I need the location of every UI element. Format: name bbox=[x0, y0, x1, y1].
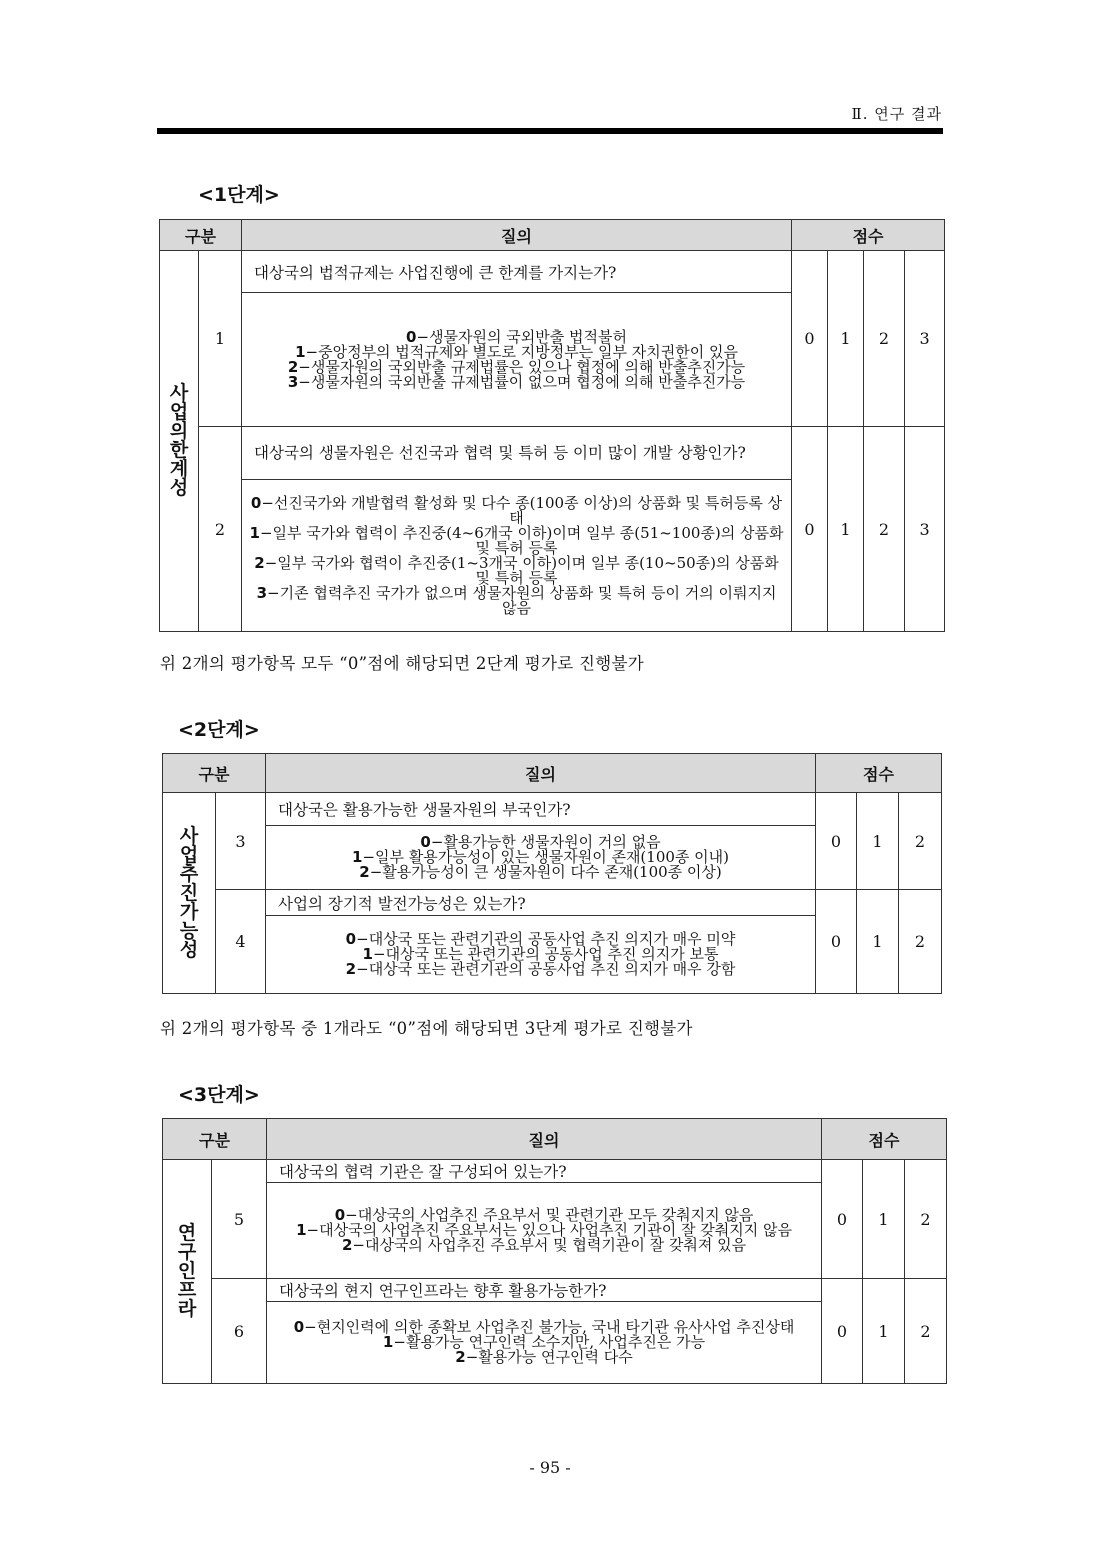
item-number: 1 bbox=[199, 251, 242, 427]
score-option: 0 bbox=[792, 251, 828, 427]
item-number: 2 bbox=[199, 427, 242, 632]
score-header: 점수 bbox=[822, 1119, 947, 1160]
criterion: 2−생물자원의 국외반출 규제법률은 있으나 협정에 의해 반출추진가능 bbox=[287, 357, 746, 376]
score-option: 1 bbox=[863, 1279, 905, 1384]
item-number: 6 bbox=[212, 1279, 267, 1384]
question-header: 질의 bbox=[242, 220, 792, 251]
table-row bbox=[163, 890, 942, 916]
question-text: 대상국의 협력 기관은 잘 구성되어 있는가? bbox=[267, 1160, 822, 1183]
criterion: 0−대상국의 사업추진 주요부서 및 관련기관 모두 갖춰지지 않음 bbox=[334, 1206, 754, 1224]
table-header-row bbox=[163, 1119, 947, 1160]
criterion: 1−활용가능 연구인력 소수지만, 사업추진은 가능 bbox=[382, 1333, 706, 1351]
table-row bbox=[160, 427, 945, 480]
criterion: 2−일부 국가와 협력이 추진중(1~3개국 이하)이며 일부 종(10~50종)의 상품화 및 특허 등록 bbox=[254, 553, 779, 587]
criterion: 0−활용가능한 생물자원이 거의 없음 bbox=[420, 833, 661, 851]
criterion: 1−일부 국가와 협력이 추진중(4~6개국 이하)이며 일부 종(51~100종)의 상품화 및 특허 등록 bbox=[249, 523, 784, 557]
page-number: - 95 - bbox=[529, 1458, 571, 1477]
criteria-list bbox=[266, 916, 816, 994]
score-option: 1 bbox=[857, 890, 899, 994]
criterion: 1−일부 활용가능성이 있는 생물자원이 존재(100종 이내) bbox=[352, 848, 730, 866]
question-text: 대상국의 현지 연구인프라는 향후 활용가능한가? bbox=[267, 1279, 822, 1302]
criterion: 1−대상국의 사업추진 주요부서는 있으나 사업추진 기관이 잘 갖춰지지 않음 bbox=[296, 1221, 792, 1239]
group-label: 사 업 추 진 가 능 성 bbox=[163, 793, 216, 994]
criterion: 1−중앙정부의 법적규제와 별도로 지방정부는 일부 자치권한이 있음 bbox=[295, 342, 738, 361]
category-header: 구분 bbox=[163, 754, 266, 793]
table-row bbox=[160, 251, 945, 293]
score-header: 점수 bbox=[816, 754, 942, 793]
category-header: 구분 bbox=[160, 220, 242, 251]
criterion: 3−기존 협력추진 국가가 없으며 생물자원의 상품화 및 특허 등이 거의 이뤄지지 않음 bbox=[256, 583, 777, 617]
score-header: 점수 bbox=[792, 220, 945, 251]
criterion: 2−활용가능성이 큰 생물자원이 다수 존재(100종 이상) bbox=[359, 863, 722, 881]
table-header-row bbox=[163, 754, 942, 793]
header-rule bbox=[157, 128, 943, 134]
criteria-list bbox=[267, 1302, 822, 1384]
score-option: 2 bbox=[899, 793, 942, 890]
score-option: 2 bbox=[864, 251, 905, 427]
question-text: 사업의 장기적 발전가능성은 있는가? bbox=[266, 890, 816, 916]
score-option: 2 bbox=[899, 890, 942, 994]
score-option: 2 bbox=[905, 1279, 947, 1384]
score-option: 0 bbox=[822, 1160, 863, 1279]
question-text: 대상국의 법적규제는 사업진행에 큰 한계를 가지는가? bbox=[242, 251, 792, 293]
group-label: 연 구 인 프 라 bbox=[163, 1160, 212, 1384]
item-number: 4 bbox=[216, 890, 266, 994]
criterion: 0−현지인력에 의한 종확보 사업추진 불가능, 국내 타기관 유사사업 추진상태 bbox=[293, 1318, 795, 1336]
score-option: 0 bbox=[816, 793, 857, 890]
score-option: 0 bbox=[816, 890, 857, 994]
score-option: 1 bbox=[828, 427, 864, 632]
table-row bbox=[163, 793, 942, 826]
score-option: 2 bbox=[905, 1160, 947, 1279]
score-option: 2 bbox=[864, 427, 905, 632]
question-text: 대상국의 생물자원은 선진국과 협력 및 특허 등 이미 많이 개발 상황인가? bbox=[242, 427, 792, 480]
table-row bbox=[163, 1160, 947, 1183]
question-header: 질의 bbox=[266, 754, 816, 793]
item-number: 5 bbox=[212, 1160, 267, 1279]
criterion: 3−생물자원의 국외반출 규제법률이 없으며 협정에 의해 반출추진가능 bbox=[287, 372, 746, 391]
criterion: 2−활용가능 연구인력 다수 bbox=[455, 1348, 633, 1366]
score-option: 3 bbox=[905, 427, 945, 632]
criterion: 0−대상국 또는 관련기관의 공동사업 추진 의지가 매우 미약 bbox=[345, 930, 736, 948]
table-header-row bbox=[160, 220, 945, 251]
score-option: 0 bbox=[792, 427, 828, 632]
question-header: 질의 bbox=[267, 1119, 822, 1160]
table-row bbox=[163, 1279, 947, 1302]
criteria-list bbox=[267, 1183, 822, 1279]
criterion: 2−대상국의 사업추진 주요부서 및 협력기관이 잘 갖춰져 있음 bbox=[341, 1236, 747, 1254]
criteria-list bbox=[242, 293, 792, 427]
score-option: 1 bbox=[857, 793, 899, 890]
score-option: 0 bbox=[822, 1279, 863, 1384]
stage-2-note: 위 2개의 평가항목 중 1개라도 “0”점에 해당되면 3단계 평가로 진행불가 bbox=[160, 1019, 693, 1038]
item-number: 3 bbox=[216, 793, 266, 890]
score-option: 3 bbox=[905, 251, 945, 427]
stage-1-title: <1단계> bbox=[198, 184, 280, 206]
stage-3-table bbox=[162, 1118, 947, 1384]
criterion: 0−생물자원의 국외반출 법적불허 bbox=[406, 327, 627, 346]
criterion: 2−대상국 또는 관련기관의 공동사업 추진 의지가 매우 강함 bbox=[345, 960, 736, 978]
criterion: 1−대상국 또는 관련기관의 공동사업 추진 의지가 보통 bbox=[362, 945, 719, 963]
stage-1-table bbox=[159, 219, 945, 632]
score-option: 1 bbox=[828, 251, 864, 427]
criteria-list bbox=[242, 480, 792, 632]
stage-3-title: <3단계> bbox=[178, 1084, 260, 1106]
stage-1-note: 위 2개의 평가항목 모두 “0”점에 해당되면 2단계 평가로 진행불가 bbox=[160, 654, 644, 673]
group-label: 사 업 의 한 계 성 bbox=[160, 251, 199, 632]
question-text: 대상국은 활용가능한 생물자원의 부국인가? bbox=[266, 793, 816, 826]
score-option: 1 bbox=[863, 1160, 905, 1279]
category-header: 구분 bbox=[163, 1119, 267, 1160]
stage-2-title: <2단계> bbox=[178, 719, 260, 741]
running-head: Ⅱ. 연구 결과 bbox=[851, 105, 942, 123]
stage-2-table bbox=[162, 753, 942, 994]
criteria-list bbox=[266, 826, 816, 890]
criterion: 0−선진국가와 개발협력 활성화 및 다수 종(100종 이상)의 상품화 및 특허등록 상태 bbox=[250, 493, 783, 527]
